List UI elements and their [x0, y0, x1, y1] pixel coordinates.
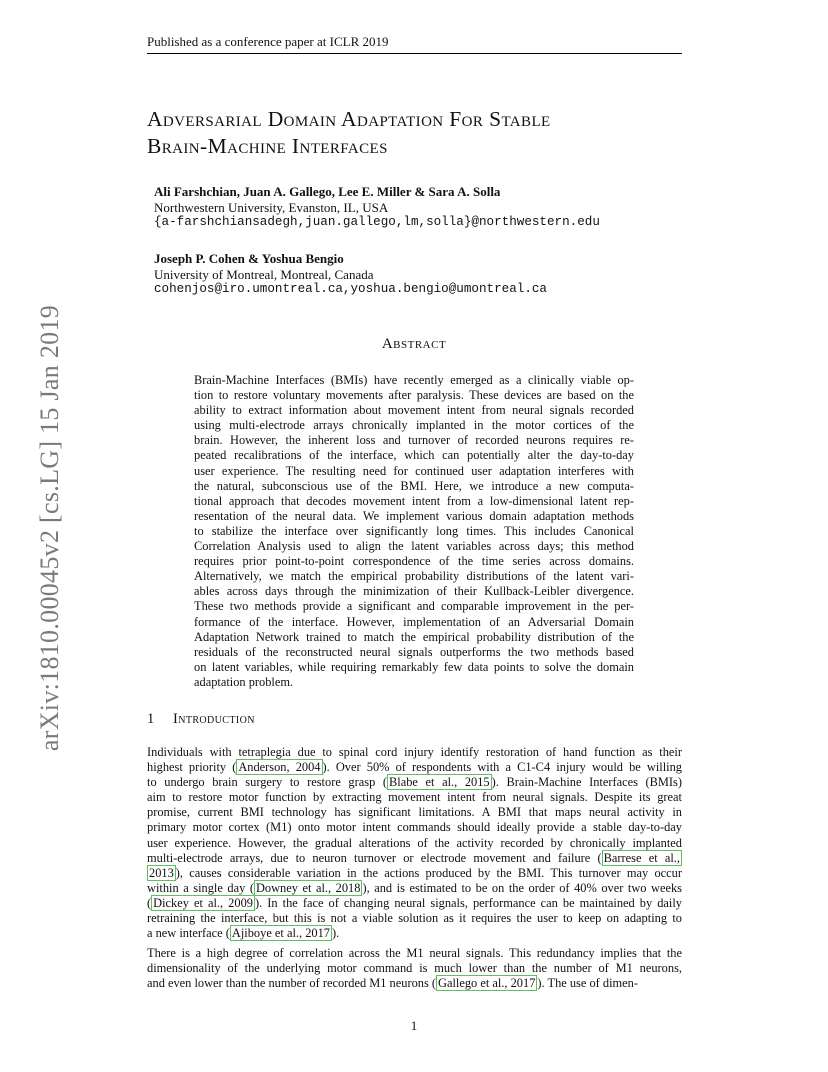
abstract-line: requires prior point-to-point correspondence of the time series across domains. — [194, 554, 634, 569]
abstract-line: user experience. The resulting need for continued user adaptation interferes with — [194, 463, 634, 478]
abstract-body — [194, 373, 634, 690]
abstract-line: ables across days through the minimization of their Kullback-Leibler divergence. — [194, 584, 634, 599]
citation-link[interactable]: Gallego et al., 2017 — [438, 976, 536, 991]
abstract-line: tional approach that decodes movement intent from a low-dimensional latent rep- — [194, 493, 634, 508]
abstract-line: ability to extract information about movement intent from neural signals recorded — [194, 403, 634, 418]
paragraph-line: highest priority ( Anderson, 2004 ). Over 50% of respondents with a C1-C4 injury would be willing — [147, 760, 683, 775]
title-line-2: Brain-Machine Interfaces — [147, 134, 388, 158]
section-heading — [147, 711, 255, 728]
abstract-line: Alternatively, we match the empirical probability distributions of the latent vari- — [194, 569, 634, 584]
paragraph-line: aim to restore motor function by extracting movement intent from neural signals. Despite its great — [147, 790, 682, 805]
paragraph-line: There is a high degree of correlation across the M1 neural signals. This redundancy implies that the — [147, 946, 682, 960]
abstract-line: Adaptation Network trained to match the empirical probability distribution of the — [194, 629, 634, 644]
abstract-line: residuals of the reconstructed neural signals outperforms the two methods based — [194, 644, 634, 659]
citation-link[interactable]: Downey et al., 2018 — [255, 880, 361, 895]
paragraph-line: Individuals with tetraplegia due to spinal cord injury identify restoration of hand function as their — [147, 745, 682, 759]
abstract-line: Correlation Analysis used to align the latent variables across days; this method — [194, 539, 634, 554]
section-title: Introduction — [173, 711, 255, 727]
paragraph-line: to undergo brain surgery to restore grasp ( Blabe et al., 2015 ). Brain-Machine Interfaces (BMIs) — [147, 775, 683, 790]
running-header: Published as a conference paper at ICLR 2019 — [147, 34, 389, 49]
abstract-line: peated recalibrations of the interface, which can potentially alter the day-to-day — [194, 448, 634, 463]
abstract-line: adaptation problem. — [194, 674, 294, 689]
abstract-line: These two methods provide a significant and comparable improvement in the per- — [194, 599, 634, 614]
paragraph-line: primary motor cortex (M1) onto motor intent commands should ideally provide a stable day-to-day — [147, 820, 682, 835]
citation-link[interactable]: 2013 — [149, 865, 174, 880]
intro-paragraph-2 — [147, 946, 682, 991]
author-email[interactable]: cohenjos@iro.umontreal.ca,yoshua.bengio@umontreal.ca — [154, 282, 547, 296]
abstract-line: brain. However, the inherent loss and turnover of recorded neurons requires re- — [194, 433, 634, 448]
citation-link[interactable]: Anderson, 2004 — [238, 760, 321, 775]
abstract-line: the natural, subconscious use of the BMI. Here, we introduce a new computa- — [194, 478, 634, 493]
paragraph-line: retraining the interface, but this is not a viable solution as it requires the user to keep on adapting to — [147, 911, 682, 926]
paragraph-line: ( Dickey et al., 2009 ). In the face of changing neural signals, performance can be maintained by daily — [147, 895, 682, 910]
citation-link[interactable]: Dickey et al., 2009 — [153, 895, 253, 910]
citation-link[interactable]: Blabe et al., 2015 — [389, 775, 490, 790]
abstract-line: using multi-electrode arrays chronically implanted in the motor cortices of the — [194, 418, 634, 433]
arxiv-stamp: arXiv:1810.00045v2 [cs.LG] 15 Jan 2019 — [35, 304, 64, 752]
citation-link[interactable]: Ajiboye et al., 2017 — [231, 926, 330, 941]
citation-link[interactable]: Barrese et al., — [603, 850, 680, 865]
paragraph-line: dimensionality of the underlying motor command is much lower than the number of M1 neurons, — [147, 961, 682, 976]
paragraph-line: a new interface ( Ajiboye et al., 2017 ). — [147, 926, 340, 941]
paragraph-line: 2013 ), causes considerable variation in the actions produced by the BMI. This turnover may occur — [149, 865, 682, 880]
page-number: 1 — [410, 1018, 418, 1033]
author-group-2 — [154, 251, 547, 298]
author-names: Ali Farshchian, Juan A. Gallego, Lee E. Miller & Sara A. Solla — [154, 184, 501, 199]
abstract-line: Brain-Machine Interfaces (BMIs) have recently emerged as a clinically viable op- — [194, 373, 634, 387]
abstract-heading: Abstract — [381, 336, 447, 352]
paragraph-line: within a single day ( Downey et al., 2018 ), and is estimated to be on the order of 40% over two weeks — [147, 880, 683, 895]
abstract-line: on latent variables, while requiring remarkably few data points to solve the domain — [194, 659, 634, 674]
paragraph-line: promise, current BMI technology has significant limitations. A BMI that maps neural activity in — [147, 805, 682, 820]
paper-title — [147, 106, 687, 160]
abstract-line: formance of the interface. However, implementation of an Adversarial Domain — [194, 614, 634, 629]
author-group-1 — [154, 184, 600, 231]
author-names: Joseph P. Cohen & Yoshua Bengio — [154, 251, 344, 266]
abstract-line: resentation of the neural data. We implement various domain adaptation methods — [194, 508, 634, 523]
author-affiliation: Northwestern University, Evanston, IL, USA — [154, 199, 389, 215]
paragraph-line: and even lower than the number of recorded M1 neurons ( Gallego et al., 2017 ). The use of dimen- — [147, 976, 638, 991]
author-affiliation: University of Montreal, Montreal, Canada — [154, 266, 374, 282]
paragraph-line: multi-electrode arrays, due to neuron turnover or electrode movement and failure ( Barrese et al., — [147, 850, 680, 865]
abstract-line: to stabilize the interface over significantly long times. This includes Canonical — [194, 523, 634, 538]
author-email[interactable]: {a-farshchiansadegh,juan.gallego,lm,solla}@northwestern.edu — [154, 215, 600, 229]
section-number: 1 — [147, 711, 155, 727]
header-rule — [147, 53, 682, 54]
paragraph-line: user experience. However, the gradual alterations of the activity recorded by chronically implanted — [147, 835, 682, 850]
abstract-line: tion to restore voluntary movements after paralysis. These devices are based on the — [194, 388, 634, 403]
title-line-1: Adversarial Domain Adaptation For Stable — [147, 107, 551, 131]
intro-paragraph-1 — [147, 745, 682, 941]
